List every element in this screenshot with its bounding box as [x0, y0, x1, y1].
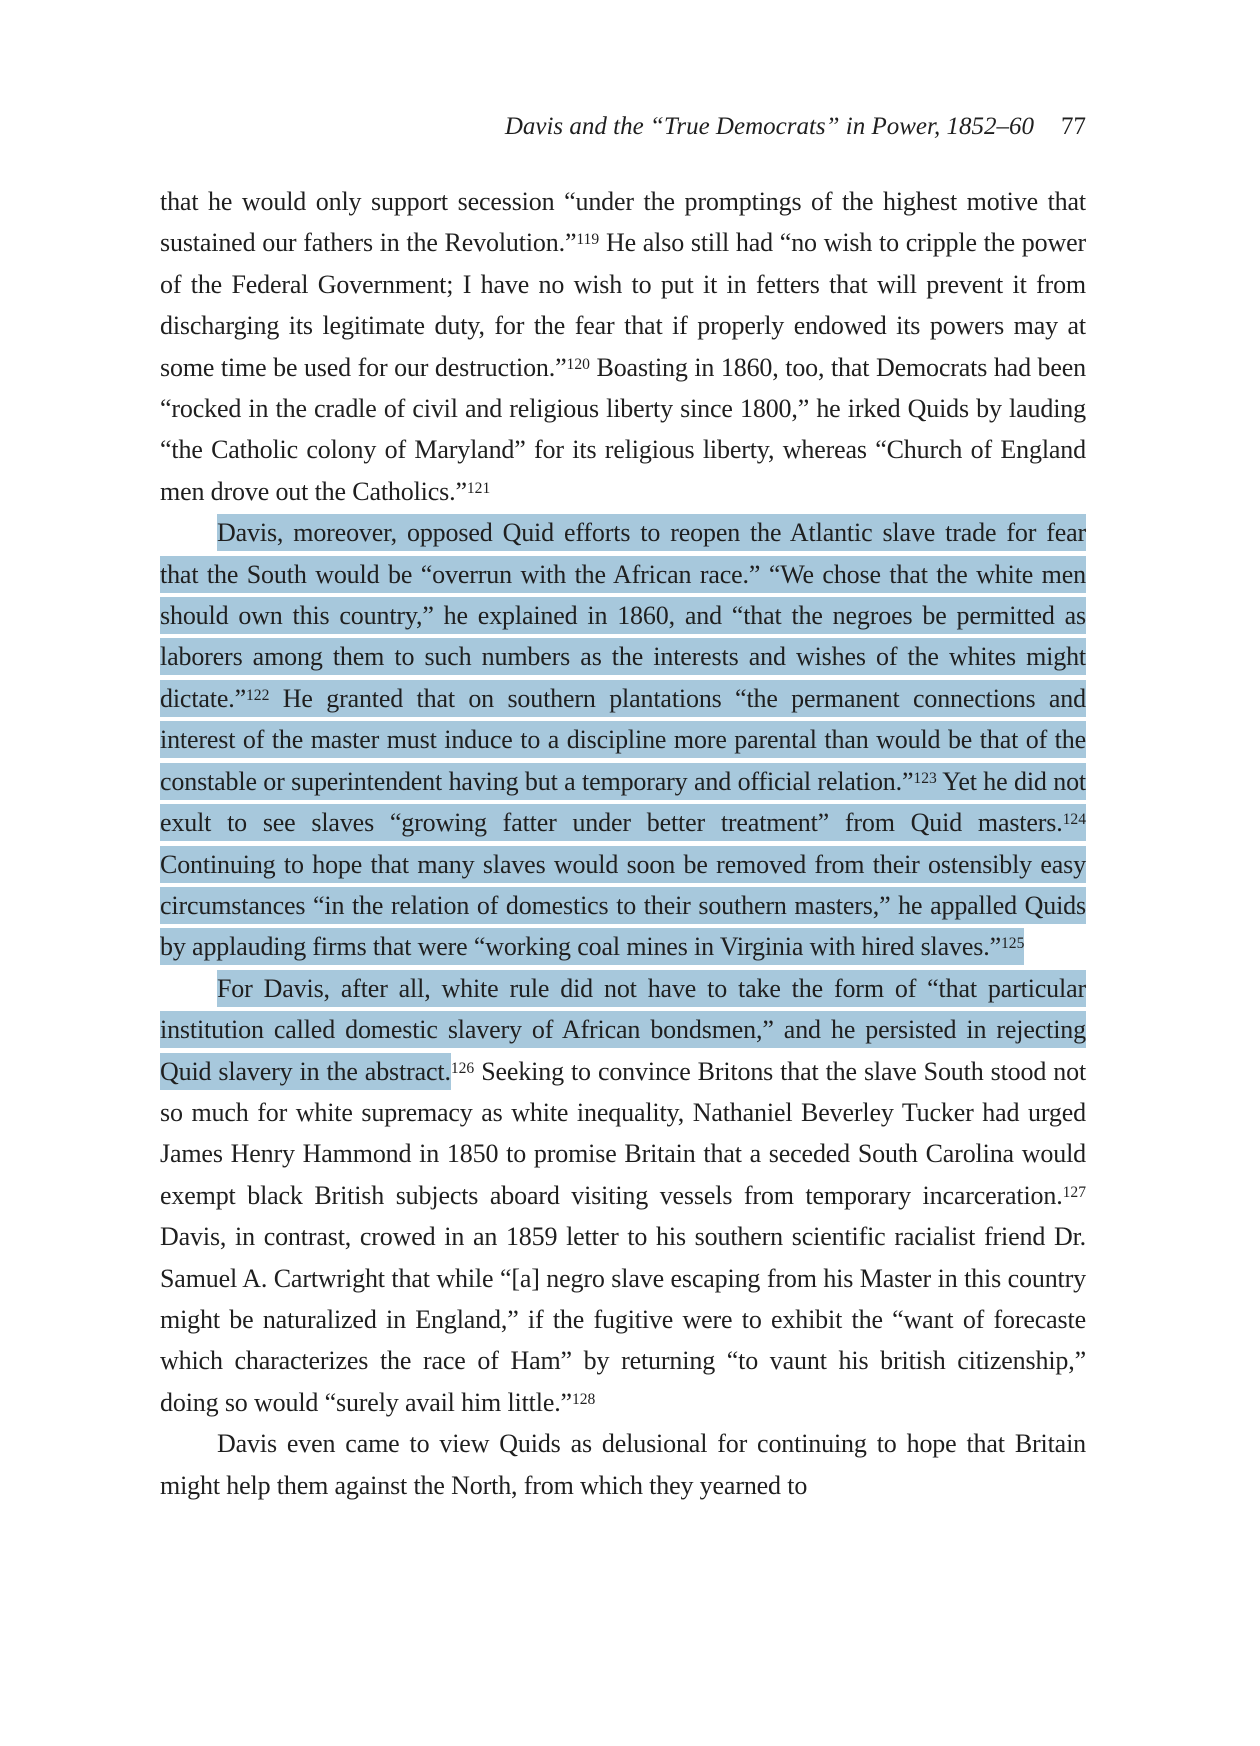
footnote-reference: 121 — [466, 479, 491, 497]
highlighted-text: For Davis, after all, white rule did not have to take the form of “that particular institution called domestic slavery of African bondsmen,” and he persisted in rejecting Quid slavery in the abstract. — [160, 970, 1086, 1090]
highlighted-text: Davis, moreover, opposed Quid efforts to reopen the Atlantic slave trade for fear that the South would be “overrun with the African race.” “We chose that the white men should own this country,” he explained in 1860, and “that the negroes be permitted as laborers among them to such numbers as the interests and wishes of the whites might dictate.”$^{122}$ He granted that on southern plantations “the permanent connections and interest of the master must induce to a discipline more parental than would be that of the constable or superintendent having but a temporary and official relation.”$^{123}$ Yet he did not exult to see slaves “growing fatter under better treatment” from Quid masters.$^{124}$ Continuing to hope that many slaves would soon be removed from their ostensibly easy circumstances “in the relation of domestics to their southern masters,” he appalled Quids by applauding firms that were “working coal mines in Virginia with hired slaves.”$^{125}$ — [160, 514, 1086, 965]
footnote-reference: 127 — [1062, 1183, 1086, 1201]
footnote-reference: 126 — [450, 1059, 475, 1077]
page-body — [160, 181, 1086, 1506]
body-paragraph — [160, 968, 1086, 1423]
footnote-reference: 122 — [245, 686, 270, 704]
running-head — [160, 112, 1086, 142]
footnote-reference: 128 — [571, 1390, 596, 1408]
body-text-run: that he would only support secession “under the promptings of the highest motive that sustained our fathers in the Revolution.”$^{119}$ He also still had “no wish to cripple the power of the Federal Government; I have no wish to put it in fetters that will prevent it from discharging its legitimate duty, for the fear that if properly endowed its powers may at some time be used for our destruction.”$^{120}$ Boasting in 1860, too, that Democrats had been “rocked in the cradle of civil and religious liberty since 1800,” he irked Quids by lauding “the Catholic colony of Maryland” for its religious liberty, whereas “Church of England men drove out the Catholics.”$^{121}$ — [160, 187, 1087, 506]
body-paragraph — [160, 181, 1086, 512]
running-head-title: Davis and the “True Democrats” in Power, 1852–60 — [504, 113, 1034, 140]
body-paragraph — [160, 512, 1086, 967]
body-text-run: $^{126}$ Seeking to convince Britons that the slave South stood not so much for white supremacy as white inequality, Nathaniel Beverley Tucker had urged James Henry Hammond in 1850 to promise Britain that a seceded South Carolina would exempt black British subjects aboard visiting vessels from temporary incarceration.$^{127}$ Davis, in contrast, crowed in an 1859 letter to his southern scientific racialist friend Dr. Samuel A. Cartwright that while “[a] negro slave escaping from his Master in this country might be naturalized in England,” if the fugitive were to exhibit the “want of forecaste which characterizes the race of Ham” by returning “to vaunt his british citizenship,” doing so would “surely avail him little.”$^{128}$ — [160, 1056, 1087, 1417]
footnote-reference: 119 — [576, 231, 600, 249]
footnote-reference: 120 — [566, 355, 590, 373]
footnote-reference: 125 — [1000, 935, 1025, 953]
page-number: 77 — [1061, 113, 1086, 140]
body-paragraph — [160, 1423, 1086, 1506]
body-text-run: Davis even came to view Quids as delusional for continuing to hope that Britain might help them against the North, from which they yearned to — [160, 1429, 1086, 1500]
footnote-reference: 123 — [913, 769, 937, 787]
footnote-reference: 124 — [1062, 811, 1086, 829]
